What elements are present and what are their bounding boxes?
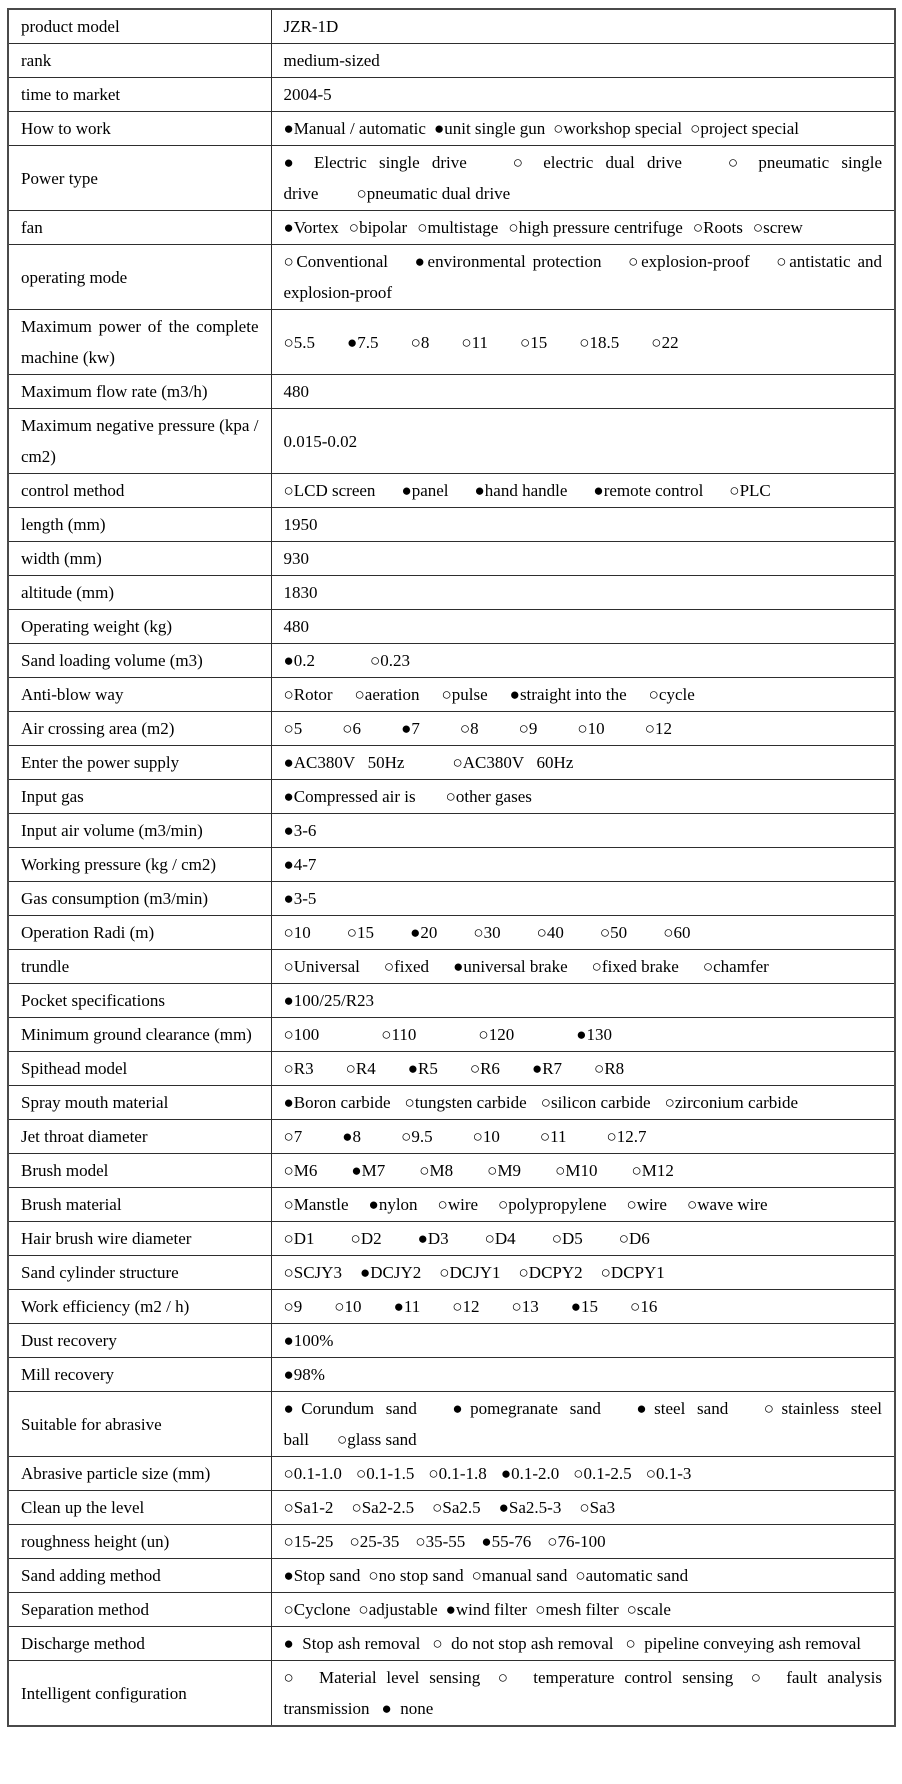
option-unselected: ○silicon carbide <box>540 1093 651 1112</box>
option-unselected: ○22 <box>651 332 679 352</box>
option-unselected: ○0.23 <box>370 651 411 670</box>
spec-row <box>8 916 895 950</box>
option-unselected: ○110 <box>381 1025 417 1044</box>
option-unselected: ○Sa2.5 <box>432 1498 481 1517</box>
option-selected: ●AC380V 50Hz <box>283 753 405 772</box>
option-unselected: ○tungsten carbide <box>404 1093 527 1112</box>
spec-label: Maximum flow rate (m3/h) <box>8 375 271 409</box>
spec-row <box>8 474 895 508</box>
spec-label: Input gas <box>8 780 271 814</box>
spec-label: roughness height (un) <box>8 1525 271 1559</box>
option-selected: ●hand handle <box>474 481 568 500</box>
option-selected: ●Manual / automatic <box>283 119 426 138</box>
option-unselected: ○15 <box>519 332 548 352</box>
option-selected: ●4-7 <box>283 855 317 874</box>
spec-row <box>8 508 895 542</box>
option-unselected: ○9 <box>518 719 538 738</box>
option-selected: ●7 <box>401 719 420 738</box>
option-selected: ●pomegranate sand <box>444 1399 601 1418</box>
spec-row <box>8 1222 895 1256</box>
spec-label: Jet throat diameter <box>8 1120 271 1154</box>
option-unselected: ○100 <box>283 1025 320 1044</box>
spec-value <box>271 1018 895 1052</box>
option-unselected: ○zirconium carbide <box>664 1093 799 1112</box>
option-unselected: ○5 <box>283 719 303 738</box>
option-unselected: ○30 <box>473 923 501 942</box>
spec-label: Clean up the level <box>8 1491 271 1525</box>
option-unselected: ○M10 <box>555 1161 598 1180</box>
spec-value: 480 <box>271 375 895 409</box>
option-unselected: ○ do not stop ash removal <box>432 1634 614 1653</box>
spec-label: Power type <box>8 146 271 211</box>
option-unselected: ○aeration <box>354 685 420 704</box>
option-unselected: ○fixed brake <box>591 957 679 976</box>
option-selected: ●unit single gun <box>433 119 546 138</box>
option-selected: ●8 <box>342 1127 362 1146</box>
spec-row <box>8 1358 895 1392</box>
spec-label: Sand cylinder structure <box>8 1256 271 1290</box>
option-unselected: ○Cyclone <box>283 1600 351 1619</box>
option-unselected: ○12 <box>452 1297 480 1316</box>
option-unselected: ○10 <box>577 719 605 738</box>
spec-value <box>271 1525 895 1559</box>
option-unselected: ○ pneumatic single drive <box>283 153 887 203</box>
spec-value <box>271 882 895 916</box>
option-unselected: ○R6 <box>469 1059 500 1078</box>
spec-row <box>8 1154 895 1188</box>
spec-label: Sand adding method <box>8 1559 271 1593</box>
option-selected: ●wind filter <box>445 1600 528 1619</box>
option-selected: ●0.2 <box>283 651 316 670</box>
spec-label: Minimum ground clearance (mm) <box>8 1018 271 1052</box>
spec-row <box>8 1559 895 1593</box>
spec-value <box>271 146 895 211</box>
spec-value: 2004-5 <box>271 78 895 112</box>
spec-label: Separation method <box>8 1593 271 1627</box>
option-unselected: ○DCPY1 <box>600 1263 665 1282</box>
spec-row <box>8 409 895 474</box>
option-unselected: ○0.1-2.5 <box>573 1464 632 1483</box>
option-unselected: ○DCJY1 <box>439 1263 501 1282</box>
spec-value <box>271 1627 895 1661</box>
spec-value <box>271 950 895 984</box>
option-selected: ●steel sand <box>628 1399 729 1418</box>
spec-label: time to market <box>8 78 271 112</box>
spec-label: Pocket specifications <box>8 984 271 1018</box>
option-selected: ●7.5 <box>347 332 379 352</box>
option-selected: ●nylon <box>368 1195 418 1214</box>
option-unselected: ○scale <box>626 1600 671 1619</box>
option-unselected: ○0.1-1.5 <box>355 1464 415 1483</box>
spec-value <box>271 1559 895 1593</box>
spec-value <box>271 211 895 245</box>
option-unselected: ○60 <box>663 923 691 942</box>
option-selected: ●11 <box>393 1297 421 1316</box>
spec-label: Air crossing area (m2) <box>8 712 271 746</box>
option-unselected: ○15-25 <box>283 1532 334 1551</box>
option-selected: ●Sa2.5-3 <box>498 1498 562 1517</box>
option-unselected: ○screw <box>752 218 803 237</box>
spec-row <box>8 112 895 146</box>
spec-label: Operation Radi (m) <box>8 916 271 950</box>
option-unselected: ○5.5 <box>283 332 316 352</box>
option-selected: ●Stop sand <box>283 1566 361 1585</box>
spec-row <box>8 848 895 882</box>
option-unselected: ○D1 <box>283 1229 315 1248</box>
spec-value <box>271 1661 895 1727</box>
option-unselected: ○explosion-proof <box>625 252 750 271</box>
option-selected: ●15 <box>570 1297 599 1316</box>
spec-value: JZR-1D <box>271 9 895 44</box>
spec-label: Operating weight (kg) <box>8 610 271 644</box>
spec-row <box>8 1120 895 1154</box>
spec-row <box>8 44 895 78</box>
option-unselected: ○workshop special <box>553 119 683 138</box>
spec-value <box>271 712 895 746</box>
spec-row <box>8 375 895 409</box>
spec-row <box>8 644 895 678</box>
option-selected: ●M7 <box>351 1161 386 1180</box>
spec-value: 0.015-0.02 <box>271 409 895 474</box>
option-unselected: ○15 <box>346 923 375 942</box>
spec-label: Anti-blow way <box>8 678 271 712</box>
option-unselected: ○10 <box>334 1297 362 1316</box>
spec-label: Spray mouth material <box>8 1086 271 1120</box>
spec-label: product model <box>8 9 271 44</box>
option-selected: ● Stop ash removal <box>283 1634 421 1653</box>
option-unselected: ○0.1-1.8 <box>428 1464 487 1483</box>
option-unselected: ○fixed <box>383 957 430 976</box>
option-selected: ●Vortex <box>283 218 339 237</box>
spec-value <box>271 780 895 814</box>
spec-label: length (mm) <box>8 508 271 542</box>
option-unselected: ○ pipeline conveying ash removal <box>625 1634 861 1653</box>
option-unselected: ○ temperature control sensing <box>492 1668 734 1687</box>
spec-row <box>8 1086 895 1120</box>
spec-row <box>8 712 895 746</box>
option-selected: ●R5 <box>407 1059 438 1078</box>
spec-value <box>271 1052 895 1086</box>
spec-label: Input air volume (m3/min) <box>8 814 271 848</box>
spec-label: control method <box>8 474 271 508</box>
option-unselected: ○11 <box>539 1127 567 1146</box>
option-unselected: ○adjustable <box>358 1600 438 1619</box>
option-selected: ●Corundum sand <box>283 1399 417 1418</box>
option-selected: ●3-5 <box>283 889 317 908</box>
spec-label: fan <box>8 211 271 245</box>
spec-row <box>8 746 895 780</box>
spec-value <box>271 1154 895 1188</box>
option-selected: ●panel <box>401 481 449 500</box>
option-selected: ●universal brake <box>453 957 568 976</box>
option-unselected: ○ fault analysis transmission <box>283 1668 887 1718</box>
spec-label: width (mm) <box>8 542 271 576</box>
option-unselected: ○other gases <box>445 787 532 806</box>
option-unselected: ○high pressure centrifuge <box>508 218 683 237</box>
spec-label: Spithead model <box>8 1052 271 1086</box>
option-unselected: ○D2 <box>350 1229 382 1248</box>
option-unselected: ○R8 <box>594 1059 625 1078</box>
spec-row <box>8 1593 895 1627</box>
spec-row <box>8 780 895 814</box>
spec-row <box>8 678 895 712</box>
option-unselected: ○wire <box>626 1195 667 1214</box>
spec-row <box>8 1627 895 1661</box>
spec-label: Hair brush wire diameter <box>8 1222 271 1256</box>
spec-value <box>271 1392 895 1457</box>
spec-row <box>8 542 895 576</box>
option-unselected: ○120 <box>478 1025 515 1044</box>
option-unselected: ○9 <box>283 1297 303 1316</box>
spec-value <box>271 112 895 146</box>
spec-label: Sand loading volume (m3) <box>8 644 271 678</box>
option-unselected: ○13 <box>511 1297 539 1316</box>
spec-row <box>8 1256 895 1290</box>
option-unselected: ○Conventional <box>283 252 388 271</box>
option-unselected: ○Rotor <box>283 685 333 704</box>
spec-row <box>8 1661 895 1727</box>
option-selected: ●R7 <box>531 1059 563 1078</box>
spec-row <box>8 1491 895 1525</box>
option-unselected: ○pneumatic dual drive <box>356 184 511 203</box>
spec-row <box>8 610 895 644</box>
option-unselected: ○Universal <box>283 957 360 976</box>
spec-value <box>271 474 895 508</box>
option-unselected: ○wave wire <box>686 1195 768 1214</box>
option-selected: ●100% <box>283 1331 334 1350</box>
spec-row <box>8 1290 895 1324</box>
option-unselected: ○no stop sand <box>368 1566 464 1585</box>
option-unselected: ○manual sand <box>471 1566 568 1585</box>
option-selected: ●Boron carbide <box>283 1093 391 1112</box>
option-unselected: ○multistage <box>417 218 499 237</box>
option-selected: ●100/25/R23 <box>283 991 375 1010</box>
option-unselected: ○ Material level sensing <box>283 1668 481 1687</box>
spec-value <box>271 848 895 882</box>
spec-value <box>271 746 895 780</box>
option-unselected: ○9.5 <box>401 1127 433 1146</box>
spec-row <box>8 1324 895 1358</box>
option-unselected: ○12.7 <box>606 1127 647 1146</box>
option-unselected: ○6 <box>342 719 362 738</box>
spec-row <box>8 310 895 375</box>
option-unselected: ○R4 <box>345 1059 376 1078</box>
option-unselected: ○18.5 <box>579 332 620 352</box>
spec-label: Mill recovery <box>8 1358 271 1392</box>
option-unselected: ○stainless steel ball <box>283 1399 887 1449</box>
option-unselected: ○polypropylene <box>498 1195 607 1214</box>
option-unselected: ○antistatic and explosion-proof <box>283 252 887 302</box>
spec-value: 480 <box>271 610 895 644</box>
option-unselected: ○D6 <box>618 1229 650 1248</box>
spec-label: Dust recovery <box>8 1324 271 1358</box>
spec-value <box>271 814 895 848</box>
spec-table-body <box>8 9 895 1726</box>
option-unselected: ○Sa3 <box>579 1498 616 1517</box>
spec-label: Brush model <box>8 1154 271 1188</box>
option-unselected: ○25-35 <box>349 1532 400 1551</box>
spec-value: 1830 <box>271 576 895 610</box>
option-selected: ●55-76 <box>481 1532 532 1551</box>
option-unselected: ○M12 <box>631 1161 674 1180</box>
option-selected: ●environmental protection <box>412 252 602 271</box>
spec-label: Discharge method <box>8 1627 271 1661</box>
spec-row <box>8 1018 895 1052</box>
spec-label: Abrasive particle size (mm) <box>8 1457 271 1491</box>
option-unselected: ○35-55 <box>415 1532 466 1551</box>
option-unselected: ○mesh filter <box>535 1600 619 1619</box>
option-unselected: ○wire <box>437 1195 479 1214</box>
option-selected: ●Compressed air is <box>283 787 416 806</box>
spec-label: Enter the power supply <box>8 746 271 780</box>
spec-row <box>8 1457 895 1491</box>
option-unselected: ○ electric dual drive <box>504 153 682 172</box>
spec-value <box>271 1188 895 1222</box>
option-unselected: ○glass sand <box>337 1430 417 1449</box>
spec-row <box>8 9 895 44</box>
option-unselected: ○automatic sand <box>575 1566 689 1585</box>
option-unselected: ○Sa2-2.5 <box>351 1498 415 1517</box>
spec-value <box>271 1324 895 1358</box>
spec-row <box>8 576 895 610</box>
option-unselected: ○M9 <box>487 1161 522 1180</box>
option-unselected: ○bipolar <box>348 218 408 237</box>
option-unselected: ○R3 <box>283 1059 314 1078</box>
option-unselected: ○10 <box>283 923 311 942</box>
spec-row <box>8 146 895 211</box>
option-selected: ●3-6 <box>283 821 317 840</box>
spec-row <box>8 1188 895 1222</box>
option-unselected: ○Roots <box>692 218 743 237</box>
option-selected: ●0.1-2.0 <box>500 1464 560 1483</box>
option-selected: ●98% <box>283 1365 325 1384</box>
spec-value: medium-sized <box>271 44 895 78</box>
spec-row <box>8 1052 895 1086</box>
option-unselected: ○PLC <box>729 481 771 500</box>
option-unselected: ○D4 <box>484 1229 516 1248</box>
spec-value <box>271 1222 895 1256</box>
option-unselected: ○40 <box>536 923 564 942</box>
spec-value <box>271 1120 895 1154</box>
spec-label: Working pressure (kg / cm2) <box>8 848 271 882</box>
spec-row <box>8 1525 895 1559</box>
option-selected: ●130 <box>576 1025 612 1044</box>
spec-label: Maximum power of the complete machine (kw) <box>8 310 271 375</box>
option-unselected: ○7 <box>283 1127 303 1146</box>
option-selected: ● Electric single drive <box>283 153 467 172</box>
spec-label: Brush material <box>8 1188 271 1222</box>
spec-row <box>8 211 895 245</box>
spec-value <box>271 310 895 375</box>
spec-value <box>271 1086 895 1120</box>
spec-label: trundle <box>8 950 271 984</box>
spec-label: Intelligent configuration <box>8 1661 271 1727</box>
option-unselected: ○11 <box>461 332 488 352</box>
spec-label: Suitable for abrasive <box>8 1392 271 1457</box>
spec-label: Gas consumption (m3/min) <box>8 882 271 916</box>
option-unselected: ○Sa1-2 <box>283 1498 334 1517</box>
option-selected: ●DCJY2 <box>359 1263 422 1282</box>
spec-label: How to work <box>8 112 271 146</box>
option-unselected: ○0.1-3 <box>645 1464 692 1483</box>
spec-label: Maximum negative pressure (kpa / cm2) <box>8 409 271 474</box>
spec-value <box>271 1457 895 1491</box>
spec-value <box>271 916 895 950</box>
option-selected: ● none <box>381 1699 434 1718</box>
spec-label: operating mode <box>8 245 271 310</box>
spec-row <box>8 78 895 112</box>
option-selected: ●straight into the <box>509 685 627 704</box>
option-unselected: ○76-100 <box>547 1532 606 1551</box>
spec-value <box>271 1290 895 1324</box>
option-unselected: ○8 <box>410 332 430 352</box>
option-selected: ●remote control <box>593 481 704 500</box>
option-unselected: ○project special <box>690 119 799 138</box>
spec-row <box>8 1392 895 1457</box>
option-unselected: ○cycle <box>648 685 695 704</box>
option-selected: ●D3 <box>417 1229 449 1248</box>
spec-label: altitude (mm) <box>8 576 271 610</box>
spec-value <box>271 984 895 1018</box>
spec-row <box>8 882 895 916</box>
spec-value <box>271 1593 895 1627</box>
spec-value <box>271 1491 895 1525</box>
option-unselected: ○12 <box>644 719 672 738</box>
option-selected: ●20 <box>410 923 438 942</box>
option-unselected: ○16 <box>630 1297 658 1316</box>
spec-value: 1950 <box>271 508 895 542</box>
spec-value <box>271 245 895 310</box>
spec-row <box>8 984 895 1018</box>
option-unselected: ○0.1-1.0 <box>283 1464 342 1483</box>
option-unselected: ○DCPY2 <box>518 1263 583 1282</box>
spec-value <box>271 644 895 678</box>
option-unselected: ○10 <box>472 1127 500 1146</box>
spec-value <box>271 1256 895 1290</box>
option-unselected: ○D5 <box>551 1229 583 1248</box>
spec-label: Work efficiency (m2 / h) <box>8 1290 271 1324</box>
option-unselected: ○LCD screen <box>283 481 376 500</box>
spec-row <box>8 245 895 310</box>
option-unselected: ○AC380V 60Hz <box>452 753 574 772</box>
option-unselected: ○M8 <box>419 1161 454 1180</box>
option-unselected: ○pulse <box>441 685 488 704</box>
spec-label: rank <box>8 44 271 78</box>
option-unselected: ○8 <box>459 719 479 738</box>
option-unselected: ○M6 <box>283 1161 318 1180</box>
spec-value <box>271 678 895 712</box>
option-unselected: ○SCJY3 <box>283 1263 342 1282</box>
spec-row <box>8 950 895 984</box>
option-unselected: ○50 <box>599 923 628 942</box>
product-spec-table <box>7 8 896 1727</box>
spec-value: 930 <box>271 542 895 576</box>
option-unselected: ○Manstle <box>283 1195 349 1214</box>
option-unselected: ○chamfer <box>702 957 769 976</box>
spec-row <box>8 814 895 848</box>
spec-value <box>271 1358 895 1392</box>
